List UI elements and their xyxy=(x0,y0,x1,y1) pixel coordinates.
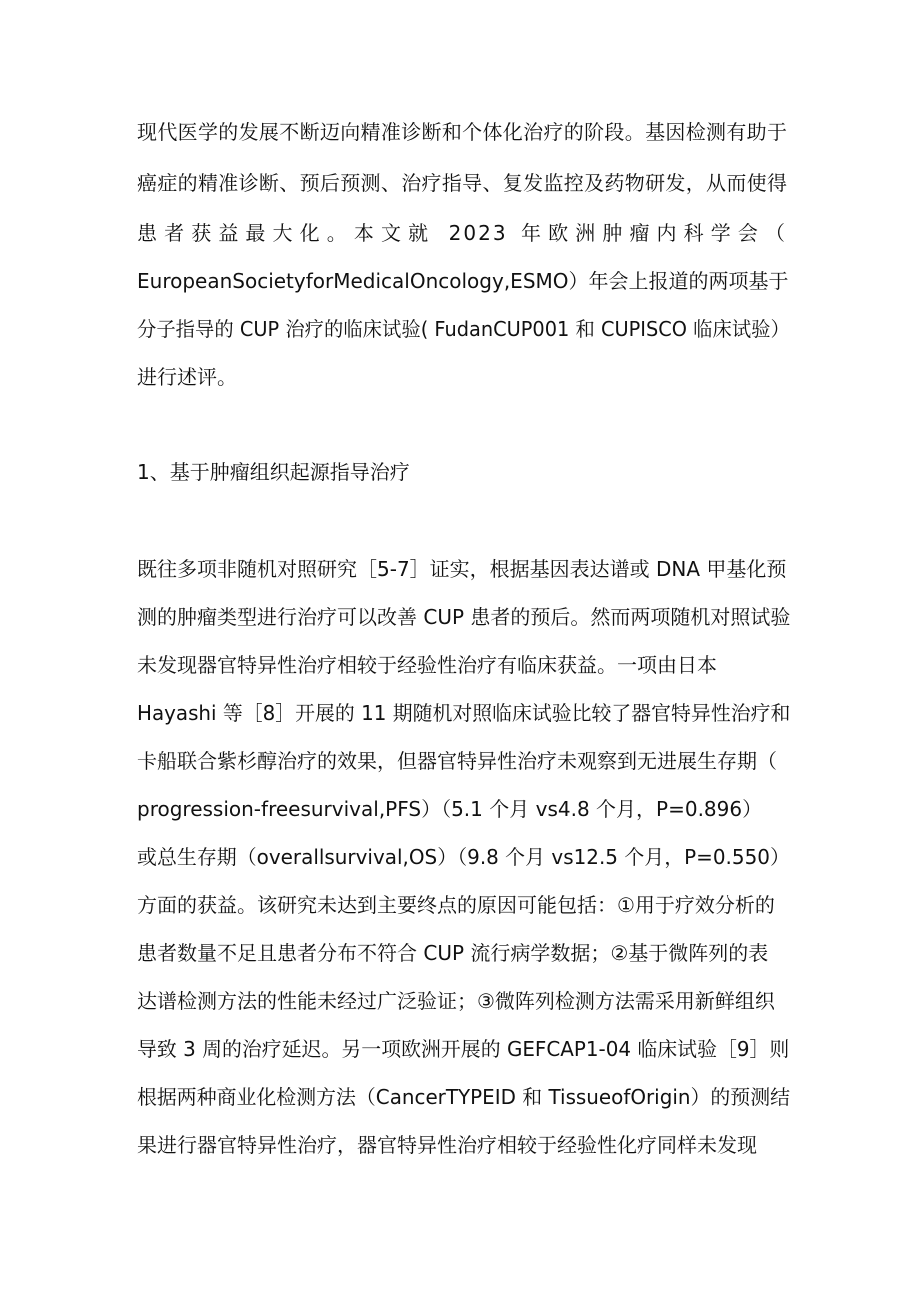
paragraph-line: progression-freesurvival,PFS）（5.1 个月 vs4.8 个月，P=0.896） xyxy=(137,797,763,821)
paragraph-line: 果进行器官特异性治疗，器官特异性治疗相较于经验性化疗同样未发现 xyxy=(137,1133,757,1157)
paragraph-line: 患者获益最大化。本文就 2023 年欧洲肿瘤内科学会（ xyxy=(137,221,787,245)
paragraph-line: 测的肿瘤类型进行治疗可以改善 CUP 患者的预后。然而两项随机对照试验 xyxy=(137,605,791,629)
paragraph-line: 进行述评。 xyxy=(137,365,237,389)
paragraph-line: 导致 3 周的治疗延迟。另一项欧洲开展的 GEFCAP1-04 临床试验［9］则 xyxy=(137,1037,790,1061)
paragraph-line: 现代医学的发展不断迈向精准诊断和个体化治疗的阶段。基因检测有助于 xyxy=(137,120,787,144)
paragraph-line: EuropeanSocietyforMedicalOncology,ESMO）年会上报道的两项基于 xyxy=(137,269,789,293)
paragraph-line: 方面的获益。该研究未达到主要终点的原因可能包括：①用于疗效分析的 xyxy=(137,893,775,917)
paragraph-line: Hayashi 等［8］开展的 11 期随机对照临床试验比较了器官特异性治疗和 xyxy=(137,701,791,725)
paragraph-line: 患者数量不足且患者分布不符合 CUP 流行病学数据；②基于微阵列的表 xyxy=(137,941,769,965)
paragraph-line: 未发现器官特异性治疗相较于经验性治疗有临床获益。一项由日本 xyxy=(137,653,717,677)
paragraph-line: 或总生存期（overallsurvival,OS）（9.8 个月 vs12.5 个月，P=0.550） xyxy=(137,845,790,869)
paragraph-line: 根据两种商业化检测方法（CancerTYPEID 和 TissueofOrigin）的预测结 xyxy=(137,1085,790,1109)
paragraph-line: 既往多项非随机对照研究［5-7］证实，根据基因表达谱或 DNA 甲基化预 xyxy=(137,557,787,581)
paragraph-line: 癌症的精准诊断、预后预测、治疗指导、复发监控及药物研发，从而使得 xyxy=(137,171,787,195)
paragraph-line: 达谱检测方法的性能未经过广泛验证；③微阵列检测方法需采用新鲜组织 xyxy=(137,989,775,1013)
paragraph-line: 卡船联合紫杉醇治疗的效果，但器官特异性治疗未观察到无进展生存期（ xyxy=(137,749,777,773)
section-heading: 1、基于肿瘤组织起源指导治疗 xyxy=(137,460,410,484)
paragraph-line: 分子指导的 CUP 治疗的临床试验( FudanCUP001 和 CUPISCO 临床试验） xyxy=(137,317,790,341)
